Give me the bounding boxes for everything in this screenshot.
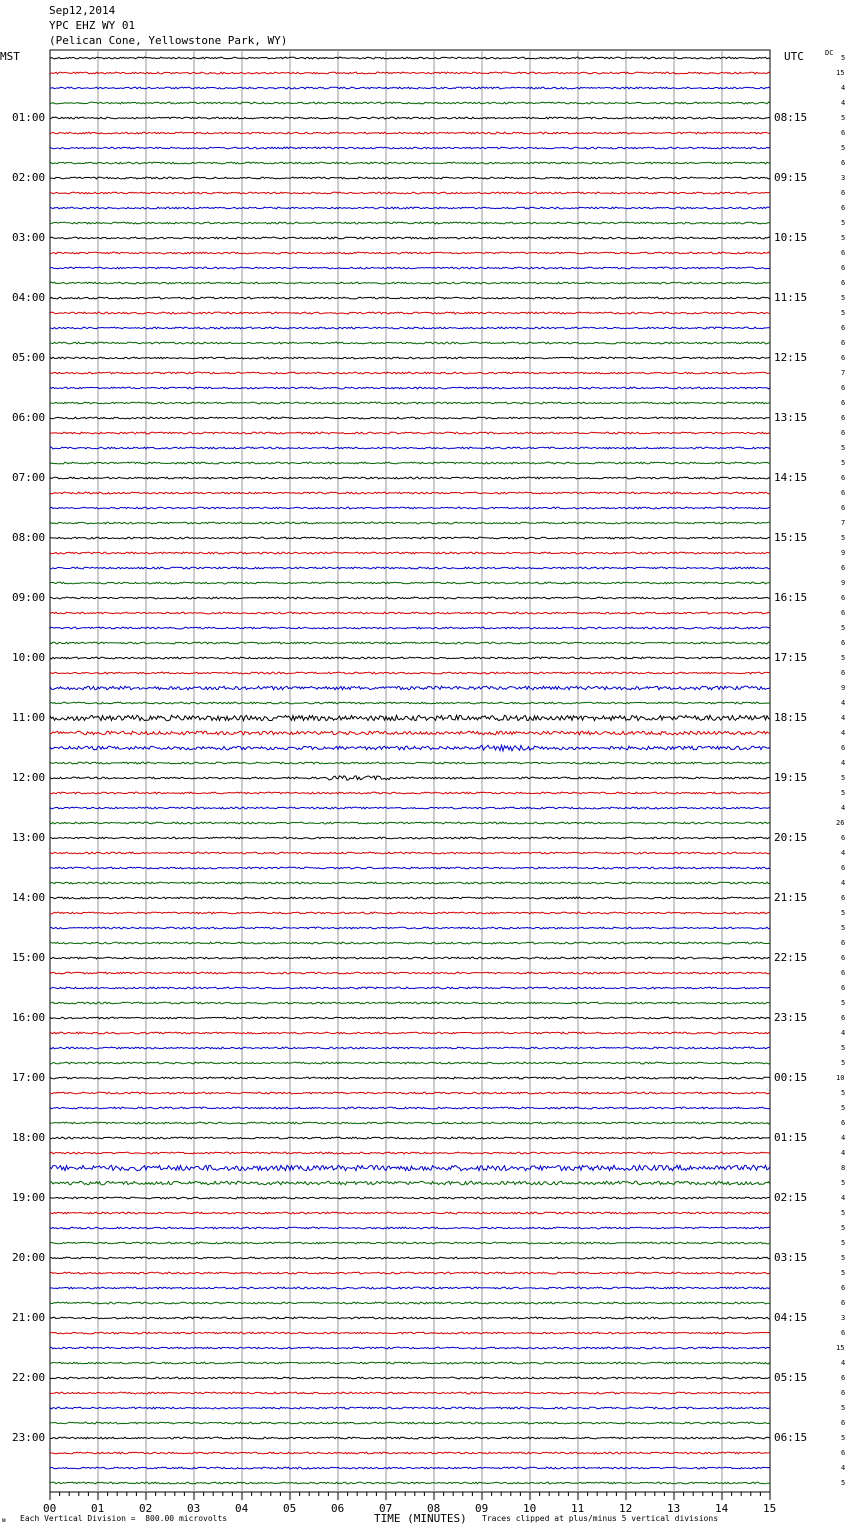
dc-offset-value: 26 [836,819,845,827]
dc-offset-value: 5 [841,444,846,452]
trace-row-49 [50,792,770,794]
dc-offset-value: 5 [841,54,846,62]
trace-row-23 [50,402,770,404]
dc-offset-value: 3 [841,1314,846,1322]
dc-offset-value: 4 [841,849,846,857]
footer-mark-icon: ᴍ [2,1517,6,1524]
trace-row-2 [50,87,770,89]
x-tick-label: 11 [571,1502,585,1515]
dc-offset-value: 6 [841,984,846,992]
dc-offset-value: 5 [841,219,846,227]
dc-offset-value: 5 [841,1434,846,1442]
dc-offset-value: 6 [841,744,846,752]
local-hour-label: 20:00 [12,1251,46,1264]
trace-row-0 [50,57,770,59]
dc-offset-value: 15 [836,1344,845,1352]
trace-row-76 [50,1197,770,1199]
local-hour-label: 11:00 [12,711,46,724]
dc-offset-value: 5 [841,534,846,542]
dc-offset-value: 6 [841,324,846,332]
local-hour-label: 16:00 [12,1011,46,1024]
x-tick-label: 00 [43,1502,57,1515]
local-hour-label: 09:00 [12,591,46,604]
utc-hour-label: 01:15 [774,1131,808,1144]
trace-row-12 [50,237,770,239]
trace-row-60 [50,957,770,959]
utc-hour-label: 00:15 [774,1071,808,1084]
trace-row-89 [50,1392,770,1394]
dc-offset-value: 4 [841,84,846,92]
trace-row-72 [50,1137,770,1139]
trace-row-85 [50,1332,770,1334]
dc-offset-value: 3 [841,174,846,182]
trace-row-86 [50,1347,770,1349]
local-hour-label: 10:00 [12,651,46,664]
trace-row-95 [50,1482,770,1484]
dc-offset-value: 5 [841,999,846,1007]
dc-offset-value: 5 [841,1269,846,1277]
x-tick-label: 15 [763,1502,777,1515]
local-hour-label: 04:00 [12,291,46,304]
utc-hour-label: 17:15 [774,651,808,664]
dc-offset-value: 4 [841,699,846,707]
dc-offset-value: 6 [841,639,846,647]
dc-offset-value: 4 [841,1464,846,1472]
dc-offset-value: 4 [841,1359,846,1367]
dc-offset-value: 4 [841,99,846,107]
dc-offset-value: 6 [841,384,846,392]
dc-offset-value: 5 [841,1179,846,1187]
trace-row-28 [50,477,770,479]
dc-offset-value: 8 [841,1164,846,1172]
local-hour-label: 13:00 [12,831,46,844]
trace-row-51 [50,822,770,824]
trace-row-19 [50,342,770,344]
trace-row-25 [50,432,770,434]
local-hour-label: 14:00 [12,891,46,904]
utc-hour-label: 04:15 [774,1311,808,1324]
trace-row-61 [50,972,770,974]
trace-row-45 [50,731,770,735]
trace-row-66 [50,1047,770,1049]
trace-row-6 [50,147,770,149]
dc-offset-value: 5 [841,1404,846,1412]
x-tick-label: 06 [331,1502,345,1515]
dc-offset-value: 5 [841,909,846,917]
dc-offset-value: 6 [841,864,846,872]
trace-row-52 [50,837,770,839]
utc-hour-label: 02:15 [774,1191,808,1204]
dc-offset-value: 6 [841,489,846,497]
utc-hour-label: 10:15 [774,231,808,244]
local-hour-label: 02:00 [12,171,46,184]
local-hour-label: 05:00 [12,351,46,364]
local-hour-label: 06:00 [12,411,46,424]
dc-offset-value: 6 [841,279,846,287]
dc-offset-header: DC [825,49,834,57]
dc-offset-value: 6 [841,354,846,362]
dc-offset-value: 6 [841,969,846,977]
dc-offset-value: 6 [841,1284,846,1292]
dc-offset-value: 4 [841,804,846,812]
dc-offset-value: 6 [841,1299,846,1307]
trace-row-40 [50,657,770,659]
dc-offset-value: 5 [841,774,846,782]
dc-offset-value: 5 [841,459,846,467]
trace-row-27 [50,462,770,464]
station-location: (Pelican Cone, Yellowstone Park, WY) [49,34,288,47]
trace-row-14 [50,267,770,269]
dc-offset-value: 5 [841,294,846,302]
utc-hour-label: 19:15 [774,771,808,784]
trace-row-26 [50,447,770,449]
trace-row-33 [50,552,770,554]
trace-row-18 [50,327,770,329]
local-hour-label: 01:00 [12,111,46,124]
dc-offset-value: 9 [841,684,846,692]
trace-row-20 [50,357,770,359]
trace-row-46 [50,745,770,751]
trace-row-11 [50,222,770,224]
utc-hour-label: 15:15 [774,531,808,544]
dc-offset-value: 6 [841,1389,846,1397]
trace-row-82 [50,1287,770,1289]
dc-offset-value: 6 [841,504,846,512]
clipping-note: Traces clipped at plus/minus 5 vertical divisions [482,1514,719,1523]
dc-offset-value: 6 [841,264,846,272]
x-tick-label: 09 [475,1502,489,1515]
x-tick-label: 03 [187,1502,201,1515]
dc-offset-value: 6 [841,834,846,842]
trace-row-91 [50,1422,770,1424]
plot-frame [50,50,770,1492]
trace-row-4 [50,117,770,119]
trace-row-93 [50,1452,770,1454]
dc-offset-value: 6 [841,474,846,482]
dc-offset-value: 10 [836,1074,845,1082]
dc-offset-value: 6 [841,609,846,617]
trace-row-77 [50,1212,770,1214]
utc-hour-label: 16:15 [774,591,808,604]
trace-row-48 [50,776,770,780]
trace-row-78 [50,1227,770,1229]
dc-offset-value: 6 [841,204,846,212]
trace-row-81 [50,1272,770,1274]
trace-row-94 [50,1467,770,1469]
local-hour-label: 17:00 [12,1071,46,1084]
dc-offset-value: 6 [841,339,846,347]
local-hour-label: 22:00 [12,1371,46,1384]
dc-offset-value: 5 [841,1239,846,1247]
dc-offset-value: 5 [841,789,846,797]
dc-offset-value: 9 [841,549,846,557]
trace-row-13 [50,252,770,254]
utc-hour-label: 12:15 [774,351,808,364]
trace-row-42 [50,686,770,690]
trace-row-36 [50,597,770,599]
dc-offset-value: 4 [841,759,846,767]
local-hour-label: 18:00 [12,1131,46,1144]
local-hour-label: 08:00 [12,531,46,544]
dc-offset-value: 7 [841,519,846,527]
trace-row-69 [50,1092,770,1094]
dc-offset-value: 6 [841,429,846,437]
trace-row-32 [50,537,770,539]
utc-hour-label: 13:15 [774,411,808,424]
dc-offset-value: 6 [841,564,846,572]
trace-row-7 [50,162,770,164]
dc-offset-value: 6 [841,669,846,677]
dc-offset-value: 5 [841,1209,846,1217]
trace-row-63 [50,1002,770,1004]
local-hour-label: 21:00 [12,1311,46,1324]
trace-row-59 [50,942,770,944]
utc-hour-label: 23:15 [774,1011,808,1024]
dc-offset-value: 4 [841,729,846,737]
x-axis-title: TIME (MINUTES) [374,1512,467,1525]
trace-row-80 [50,1257,770,1259]
trace-row-22 [50,387,770,389]
local-hour-label: 07:00 [12,471,46,484]
trace-row-44 [50,715,770,720]
utc-hour-label: 08:15 [774,111,808,124]
dc-offset-value: 4 [841,1194,846,1202]
dc-offset-value: 6 [841,1329,846,1337]
trace-row-55 [50,882,770,884]
dc-offset-value: 4 [841,1149,846,1157]
trace-row-38 [50,627,770,629]
local-hour-label: 19:00 [12,1191,46,1204]
trace-row-3 [50,102,770,104]
utc-hour-label: 22:15 [774,951,808,964]
trace-row-73 [50,1152,770,1154]
dc-offset-value: 5 [841,654,846,662]
dc-offset-value: 5 [841,1059,846,1067]
trace-row-67 [50,1062,770,1064]
trace-row-34 [50,567,770,569]
trace-row-17 [50,312,770,314]
dc-offset-value: 4 [841,1029,846,1037]
dc-offset-value: 5 [841,924,846,932]
dc-offset-value: 6 [841,414,846,422]
dc-offset-value: 6 [841,594,846,602]
utc-hour-label: 09:15 [774,171,808,184]
trace-row-16 [50,297,770,299]
dc-offset-value: 6 [841,894,846,902]
trace-row-29 [50,492,770,494]
trace-row-47 [50,762,770,764]
local-time-zone-label: MST [0,50,20,63]
dc-offset-value: 6 [841,159,846,167]
x-tick-label: 01 [91,1502,105,1515]
local-hour-label: 03:00 [12,231,46,244]
dc-offset-value: 4 [841,714,846,722]
vertical-scale-note: Each Vertical Division = 800.00 microvolts [20,1514,228,1523]
x-tick-label: 02 [139,1502,153,1515]
utc-hour-label: 14:15 [774,471,808,484]
trace-row-64 [50,1017,770,1019]
dc-offset-value: 6 [841,1119,846,1127]
trace-row-79 [50,1242,770,1244]
utc-hour-label: 18:15 [774,711,808,724]
dc-offset-value: 5 [841,1254,846,1262]
utc-hour-label: 06:15 [774,1431,808,1444]
trace-row-8 [50,177,770,179]
trace-row-57 [50,912,770,914]
trace-row-62 [50,987,770,989]
x-tick-label: 07 [379,1502,393,1515]
trace-row-35 [50,582,770,584]
trace-row-9 [50,192,770,194]
x-tick-label: 14 [715,1502,729,1515]
trace-row-75 [50,1181,770,1185]
dc-offset-value: 4 [841,1134,846,1142]
trace-row-50 [50,807,770,809]
dc-offset-value: 6 [841,249,846,257]
dc-offset-value: 9 [841,579,846,587]
x-tick-label: 12 [619,1502,633,1515]
trace-row-83 [50,1302,770,1304]
x-tick-label: 10 [523,1502,537,1515]
dc-offset-value: 5 [841,144,846,152]
dc-offset-value: 15 [836,69,845,77]
utc-hour-label: 03:15 [774,1251,808,1264]
dc-offset-value: 6 [841,189,846,197]
utc-hour-label: 05:15 [774,1371,808,1384]
trace-row-84 [50,1317,770,1319]
x-tick-label: 05 [283,1502,297,1515]
dc-offset-value: 6 [841,1014,846,1022]
dc-offset-value: 5 [841,1479,846,1487]
dc-offset-value: 6 [841,954,846,962]
dc-offset-value: 7 [841,369,846,377]
dc-offset-value: 6 [841,129,846,137]
trace-row-1 [50,72,770,74]
trace-row-15 [50,282,770,284]
trace-row-53 [50,852,770,854]
trace-row-74 [50,1165,770,1170]
trace-row-37 [50,612,770,614]
dc-offset-value: 6 [841,1419,846,1427]
dc-offset-value: 5 [841,1089,846,1097]
dc-offset-value: 5 [841,309,846,317]
trace-row-54 [50,867,770,869]
trace-row-58 [50,927,770,929]
dc-offset-value: 5 [841,1104,846,1112]
local-hour-label: 15:00 [12,951,46,964]
dc-offset-value: 5 [841,1224,846,1232]
utc-time-zone-label: UTC [784,50,804,63]
trace-row-43 [50,702,770,704]
dc-offset-value: 4 [841,879,846,887]
trace-row-31 [50,522,770,524]
trace-row-87 [50,1362,770,1364]
trace-row-68 [50,1077,770,1079]
trace-row-90 [50,1407,770,1409]
utc-hour-label: 11:15 [774,291,808,304]
trace-row-92 [50,1437,770,1439]
local-hour-label: 12:00 [12,771,46,784]
trace-row-56 [50,897,770,899]
local-hour-label: 23:00 [12,1431,46,1444]
trace-row-88 [50,1377,770,1379]
trace-row-5 [50,132,770,134]
trace-row-30 [50,507,770,509]
trace-row-41 [50,672,770,674]
trace-row-21 [50,372,770,374]
dc-offset-value: 5 [841,234,846,242]
station-code: YPC EHZ WY 01 [49,19,136,32]
trace-row-65 [50,1032,770,1034]
dc-offset-value: 6 [841,399,846,407]
trace-row-10 [50,207,770,209]
dc-offset-value: 5 [841,624,846,632]
helicorder-date: Sep12,2014 [49,4,116,17]
dc-offset-value: 6 [841,1374,846,1382]
trace-row-24 [50,417,770,419]
utc-hour-label: 21:15 [774,891,808,904]
x-tick-label: 13 [667,1502,681,1515]
x-tick-label: 08 [427,1502,441,1515]
dc-offset-value: 5 [841,1044,846,1052]
trace-row-39 [50,642,770,644]
trace-row-70 [50,1107,770,1109]
utc-hour-label: 20:15 [774,831,808,844]
x-tick-label: 04 [235,1502,249,1515]
trace-row-71 [50,1122,770,1124]
dc-offset-value: 5 [841,114,846,122]
dc-offset-value: 6 [841,1449,846,1457]
dc-offset-value: 6 [841,939,846,947]
